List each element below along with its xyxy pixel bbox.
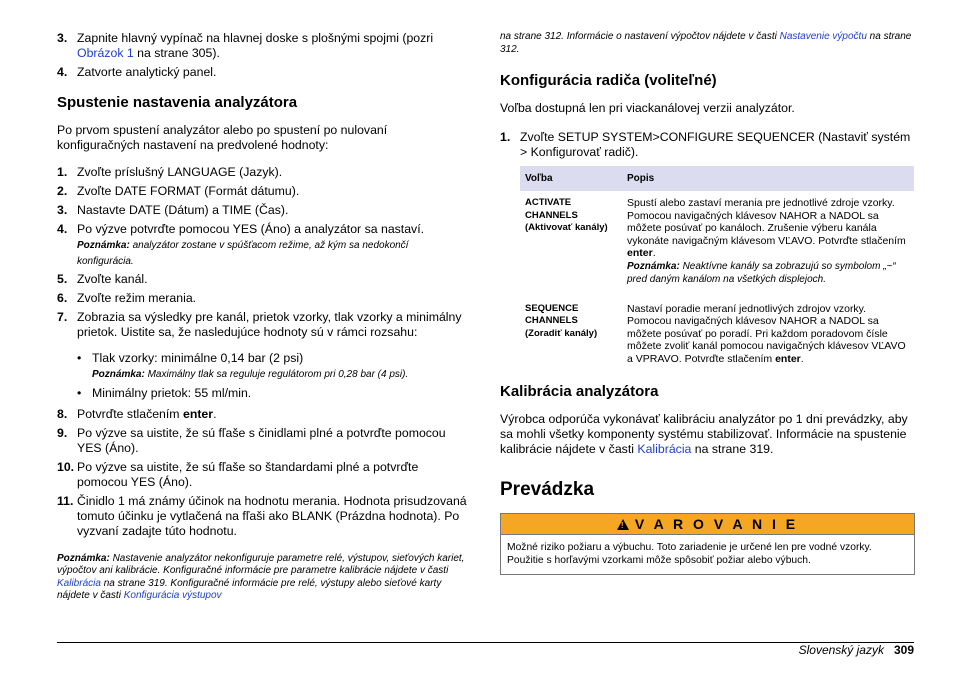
note-text: Nastavenie analyzátor nekonfiguruje parametre relé, výstupov, sieťových kariet, výpočtov ani kalibrácie. Konfiguračné informácie pre parametre kalibrácie nájdete v časti <box>57 552 465 576</box>
step-number: 6. <box>57 291 68 305</box>
step-number: 8. <box>57 406 68 421</box>
step-number: 5. <box>57 272 68 286</box>
bullet-item <box>77 386 467 401</box>
heading-startup: Spustenie nastavenia analyzátora <box>57 94 298 111</box>
note-text: na strane 319. Konfiguračné informácie pre relé, výstupy alebo sieťové karty nájdete v časti <box>57 577 442 601</box>
step-number: 10. <box>57 459 75 474</box>
bullet-mark: • <box>77 351 82 365</box>
step-number: 4. <box>57 65 68 79</box>
bullet-text: Minimálny prietok: 55 ml/min. <box>92 385 252 400</box>
step-text: Činidlo 1 má známy účinok na hodnotu merania. Hodnota prisudzovaná tomuto účinku je vytlačená na fľaši ako BLANK (Prázdna hodnota). Po vyzvaní zadajte túto hodnotu. <box>77 493 467 538</box>
table-row <box>520 297 914 376</box>
calibration-body: Výrobca odporúča vykonávať kalibráciu analyzátor po 1 dni prevádzky, aby sa mohli všetky komponenty systému stabilizovať. Informácie na spustenie kalibrácie nájdete v časti <box>500 412 908 456</box>
step-text: Po výzve sa uistite, že sú fľaše s činidlami plné a potvrďte pomocou YES (Áno). <box>77 425 446 455</box>
table-header-description: Popis <box>622 166 914 191</box>
table-header-option: Voľba <box>520 166 622 191</box>
step-3-top <box>57 31 467 61</box>
bottom-note <box>57 553 467 603</box>
note-label: Poznámka: <box>77 240 130 251</box>
startup-step <box>57 203 467 218</box>
step-text: Nastavte DATE (Dátum) a TIME (Čas). <box>77 203 289 217</box>
note-label: Poznámka: <box>57 552 110 564</box>
link-calibration-right[interactable]: Kalibrácia <box>637 442 692 456</box>
note-text: na strane 312. Informácie o nastavení výpočtov nájdete v časti <box>500 31 780 42</box>
step-text: Zvoľte SETUP SYSTEM>CONFIGURE SEQUENCER (Nastaviť systém > Konfigurovať radič). <box>520 130 911 159</box>
startup-step <box>57 407 467 422</box>
sequencer-options-table <box>520 166 914 375</box>
note-text: analyzátor zostane v spúšťacom režime, až kým sa nedokončí konfigurácia. <box>77 240 409 267</box>
startup-step <box>57 310 467 340</box>
startup-step <box>57 165 467 180</box>
enter-key-label: enter <box>182 406 214 421</box>
step-number: 9. <box>57 425 68 440</box>
step-text: Zvoľte kanál. <box>77 272 148 286</box>
startup-step <box>57 184 467 199</box>
sequencer-step <box>500 130 914 160</box>
left-column <box>57 31 467 603</box>
step-text: Zobrazia sa výsledky pre kanál, prietok vzorky, tlak vzorky a minimálny prietok. Uistite sa, že nasledujúce hodnoty sú v rámci rozsahu: <box>77 310 462 339</box>
step-4-top <box>57 65 467 80</box>
enter-key-label: enter <box>775 352 801 365</box>
description-end: . <box>652 247 656 259</box>
warning-header <box>501 514 914 535</box>
cell-note <box>627 261 896 286</box>
bullet-mark: • <box>77 385 82 400</box>
step-text-end: . <box>213 406 217 421</box>
heading-calibration: Kalibrácia analyzátora <box>500 383 659 400</box>
step-text: Zvoľte príslušný LANGUAGE (Jazyk). <box>77 165 283 179</box>
description-text: Spustí alebo zastaví merania pre jednotlivé zdroje vzorky. Pomocou navigačných klávesov NAHOR a NADOL sa môžete posúvať po kanáloch. Zrušenie výberu kanála vykonáte navigačným klávesom VĽAVO. Potvrďte stlačením <box>627 197 906 247</box>
heading-operation: Prevádzka <box>500 479 595 500</box>
bullet-text: Tlak vzorky: minimálne 0,14 bar (2 psi) <box>92 351 304 365</box>
startup-step <box>57 291 467 306</box>
startup-intro: Po prvom spustení analyzátor alebo po spustení po nulovaní konfiguračných nastavení na predvolené hodnoty: <box>57 123 388 152</box>
option-cell: SEQUENCE CHANNELS (Zoradiť kanály) <box>525 302 598 339</box>
note-label: Poznámka: <box>92 369 145 380</box>
enter-key-label: enter <box>627 247 653 259</box>
step-number: 1. <box>57 165 68 179</box>
warning-triangle-icon: ! <box>617 519 629 530</box>
step-text-end: na strane 305). <box>133 46 220 60</box>
description-end: . <box>800 352 804 365</box>
note-text: Neaktívne kanály sa zobrazujú so symbolom „~“ pred daným kanálom na všetkých displejoch. <box>627 260 896 285</box>
sequencer-intro: Voľba dostupná len pri viackanálovej verzii analyzátor. <box>500 101 795 115</box>
step-note <box>77 240 408 267</box>
step-text: Zvoľte režim merania. <box>77 291 197 305</box>
step-text: Zvoľte DATE FORMAT (Formát dátumu). <box>77 184 300 198</box>
continued-note <box>500 31 914 56</box>
calibration-text <box>500 412 914 457</box>
link-calibration[interactable]: Kalibrácia <box>57 577 101 589</box>
footer-divider <box>57 642 914 643</box>
calibration-body-end: na strane 319. <box>691 442 774 456</box>
description-text: Nastaví poradie meraní jednotlivých zdrojov vzorky. Pomocou navigačných klávesov NAHOR a NADOL sa môžete posúvať po poradí. Pri každom poradovom čísle môžete zvoliť kanál pomocou navigačných klávesov VĽAVO a VPRAVO. Potvrďte stlačením <box>627 302 906 365</box>
step-number: 2. <box>57 184 68 198</box>
bullet-item <box>77 351 467 382</box>
step-number: 11. <box>57 493 74 508</box>
step-text: Zatvorte analytický panel. <box>77 65 217 79</box>
page-number: 309 <box>893 643 914 657</box>
option-cell: ACTIVATE CHANNELS (Aktivovať kanály) <box>525 197 608 233</box>
link-output-config[interactable]: Konfigurácia výstupov <box>123 590 222 601</box>
step-text: Po výzve potvrďte pomocou YES (Áno) a analyzátor sa nastaví. <box>77 222 425 236</box>
footer-language: Slovenský jazyk <box>798 643 884 657</box>
step-number: 3. <box>57 203 68 217</box>
heading-sequencer: Konfigurácia radiča (voliteľné) <box>500 72 717 89</box>
page-footer <box>799 643 914 657</box>
step-number: 4. <box>57 222 68 236</box>
table-header-row <box>520 166 914 191</box>
warning-text: Možné riziko požiaru a výbuchu. Toto zariadenie je určené len pre vodné vzorky. Použitie s horľavými vzorkami môže spôsobiť požiar alebo výbuch. <box>507 542 872 566</box>
step-text: Po výzve sa uistite, že sú fľaše so štandardami plné a potvrďte pomocou YES (Áno). <box>77 459 419 489</box>
note-text: Maximálny tlak sa reguluje regulátorom pri 0,28 bar (4 psi). <box>144 369 409 380</box>
link-calc-setup[interactable]: Nastavenie výpočtu <box>779 31 867 42</box>
description-cell <box>622 297 914 376</box>
step-number: 1. <box>500 130 511 144</box>
description-cell <box>622 191 914 297</box>
table-row <box>520 191 914 297</box>
startup-step <box>57 426 467 456</box>
right-column <box>500 31 914 575</box>
warning-title: V A R O V A N I E <box>634 516 799 532</box>
step-number: 7. <box>57 310 68 324</box>
startup-step <box>57 272 467 287</box>
step-number: 3. <box>57 31 68 45</box>
startup-step <box>57 460 467 490</box>
step-text: Potvrďte stlačením <box>77 406 183 421</box>
note-label: Poznámka: <box>627 260 680 272</box>
bullet-note <box>92 369 408 380</box>
step-text: Zapnite hlavný vypínač na hlavnej doske s plošnými spojmi (pozri <box>77 31 434 45</box>
startup-step <box>57 222 467 268</box>
link-figure-1[interactable]: Obrázok 1 <box>77 46 134 60</box>
startup-step <box>57 494 467 539</box>
warning-box <box>500 513 915 575</box>
note-text: na strane 312. <box>500 31 912 55</box>
